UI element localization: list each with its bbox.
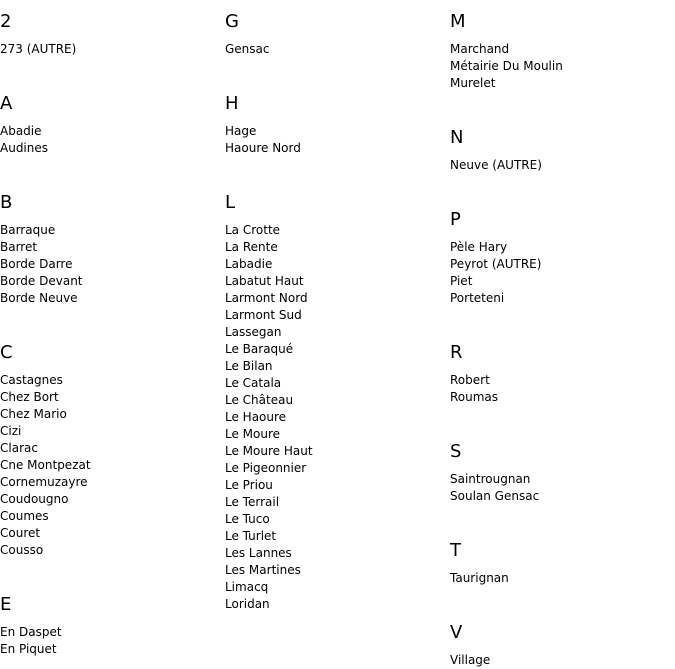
group-spacer xyxy=(450,174,670,198)
place-link[interactable]: Soulan Gensac xyxy=(450,489,540,503)
place-link[interactable]: En Daspet xyxy=(0,625,62,639)
place-link[interactable]: Marchand xyxy=(450,42,510,56)
place-list xyxy=(0,624,220,658)
group-spacer xyxy=(0,559,220,583)
place-link[interactable]: 273 (AUTRE) xyxy=(0,42,77,56)
group-spacer xyxy=(450,92,670,116)
place-link[interactable]: Neuve (AUTRE) xyxy=(450,158,542,172)
group-spacer xyxy=(0,307,220,331)
letter-group xyxy=(225,58,445,157)
place-link[interactable]: Les Lannes xyxy=(225,546,292,560)
place-link[interactable]: Robert xyxy=(450,373,490,387)
place-link[interactable]: Borde Devant xyxy=(0,274,83,288)
group-spacer xyxy=(0,58,220,82)
letter-heading: H xyxy=(225,93,239,114)
letter-group xyxy=(0,58,220,157)
index-column-1 xyxy=(0,0,220,658)
place-link[interactable]: Taurignan xyxy=(450,571,509,585)
place-link[interactable]: Larmont Sud xyxy=(225,308,302,322)
place-link[interactable]: Le Terrail xyxy=(225,495,280,509)
group-spacer xyxy=(450,587,670,611)
place-list xyxy=(450,471,670,505)
letter-heading: L xyxy=(225,192,236,213)
letter-heading: B xyxy=(0,192,13,213)
place-link[interactable]: Hage xyxy=(225,124,257,138)
place-link[interactable]: En Piquet xyxy=(0,642,57,656)
place-link[interactable]: Labadie xyxy=(225,257,273,271)
index-column-3 xyxy=(450,0,670,669)
place-list xyxy=(450,157,670,174)
place-link[interactable]: Haoure Nord xyxy=(225,141,301,155)
place-link[interactable]: Le Château xyxy=(225,393,294,407)
letter-group xyxy=(450,92,670,174)
place-link[interactable]: Le Bilan xyxy=(225,359,273,373)
index-column-2 xyxy=(225,0,445,613)
place-link[interactable]: Le Turlet xyxy=(225,529,277,543)
place-link[interactable]: Abadie xyxy=(0,124,42,138)
place-link[interactable]: Saintrougnan xyxy=(450,472,531,486)
place-list xyxy=(450,570,670,587)
place-list xyxy=(225,41,445,58)
letter-heading: S xyxy=(450,441,462,462)
place-link[interactable]: Limacq xyxy=(225,580,269,594)
letter-heading: A xyxy=(0,93,13,114)
group-spacer xyxy=(225,157,445,181)
place-link[interactable]: Loridan xyxy=(225,597,270,611)
letter-heading: E xyxy=(0,594,12,615)
place-list xyxy=(0,222,220,307)
group-spacer xyxy=(0,157,220,181)
place-list xyxy=(450,372,670,406)
letter-heading: T xyxy=(450,540,461,561)
letter-group xyxy=(450,307,670,406)
place-link[interactable]: Peyrot (AUTRE) xyxy=(450,257,542,271)
place-link[interactable]: Le Catala xyxy=(225,376,282,390)
place-link[interactable]: Castagnes xyxy=(0,373,63,387)
letter-heading: C xyxy=(0,342,13,363)
place-link[interactable]: Cousso xyxy=(0,543,44,557)
place-link[interactable]: Les Martines xyxy=(225,563,301,577)
letter-group xyxy=(0,307,220,559)
place-link[interactable]: Lassegan xyxy=(225,325,282,339)
place-link[interactable]: Cizi xyxy=(0,424,22,438)
place-link[interactable]: Gensac xyxy=(225,42,270,56)
letter-group xyxy=(450,174,670,307)
letter-group xyxy=(450,587,670,669)
place-link[interactable]: Borde Darre xyxy=(0,257,73,271)
letter-group xyxy=(225,157,445,613)
place-link[interactable]: Le Pigeonnier xyxy=(225,461,307,475)
letter-heading: P xyxy=(450,209,461,230)
letter-heading: M xyxy=(450,11,466,32)
group-spacer xyxy=(450,505,670,529)
letter-heading: N xyxy=(450,127,464,148)
place-link[interactable]: Borde Neuve xyxy=(0,291,78,305)
place-link[interactable]: Coudougno xyxy=(0,492,69,506)
place-link[interactable]: Le Moure xyxy=(225,427,281,441)
place-link[interactable]: Chez Bort xyxy=(0,390,59,404)
place-link[interactable]: Roumas xyxy=(450,390,499,404)
letter-group xyxy=(0,11,220,58)
place-link[interactable]: Pèle Hary xyxy=(450,240,508,254)
place-list xyxy=(225,123,445,157)
place-link[interactable]: Larmont Nord xyxy=(225,291,308,305)
place-link[interactable]: Murelet xyxy=(450,76,496,90)
place-link[interactable]: Barret xyxy=(0,240,38,254)
place-link[interactable]: Le Baraqué xyxy=(225,342,294,356)
group-spacer xyxy=(225,58,445,82)
place-link[interactable]: Couret xyxy=(0,526,41,540)
place-link[interactable]: Audines xyxy=(0,141,49,155)
place-list xyxy=(450,41,670,92)
place-list xyxy=(450,652,670,669)
place-link[interactable]: Le Priou xyxy=(225,478,273,492)
place-link[interactable]: Piet xyxy=(450,274,473,288)
letter-group xyxy=(225,11,445,58)
letter-heading: R xyxy=(450,342,463,363)
letter-heading: V xyxy=(450,622,463,643)
place-list xyxy=(225,222,445,613)
letter-group xyxy=(0,559,220,658)
place-link[interactable]: Chez Mario xyxy=(0,407,67,421)
place-list xyxy=(450,239,670,307)
letter-group xyxy=(450,11,670,92)
place-list xyxy=(0,372,220,559)
place-link[interactable]: Cornemuzayre xyxy=(0,475,88,489)
letter-group xyxy=(0,157,220,307)
place-list xyxy=(0,123,220,157)
group-spacer xyxy=(450,307,670,331)
place-list xyxy=(0,41,220,58)
letter-group xyxy=(450,505,670,587)
place-link[interactable]: Labatut Haut xyxy=(225,274,304,288)
place-link[interactable]: Le Haoure xyxy=(225,410,287,424)
place-link[interactable]: Coumes xyxy=(0,509,49,523)
place-link[interactable]: Cne Montpezat xyxy=(0,458,91,472)
letter-heading: G xyxy=(225,11,239,32)
place-link[interactable]: Barraque xyxy=(0,223,56,237)
letter-heading: 2 xyxy=(0,11,12,32)
letter-group xyxy=(450,406,670,505)
place-link[interactable]: La Rente xyxy=(225,240,278,254)
place-link[interactable]: Le Tuco xyxy=(225,512,270,526)
place-link[interactable]: Porteteni xyxy=(450,291,505,305)
place-link[interactable]: Clarac xyxy=(0,441,38,455)
place-link[interactable]: La Crotte xyxy=(225,223,281,237)
group-spacer xyxy=(450,406,670,430)
place-link[interactable]: Le Moure Haut xyxy=(225,444,313,458)
place-link[interactable]: Village xyxy=(450,653,491,667)
place-link[interactable]: Métairie Du Moulin xyxy=(450,59,563,73)
